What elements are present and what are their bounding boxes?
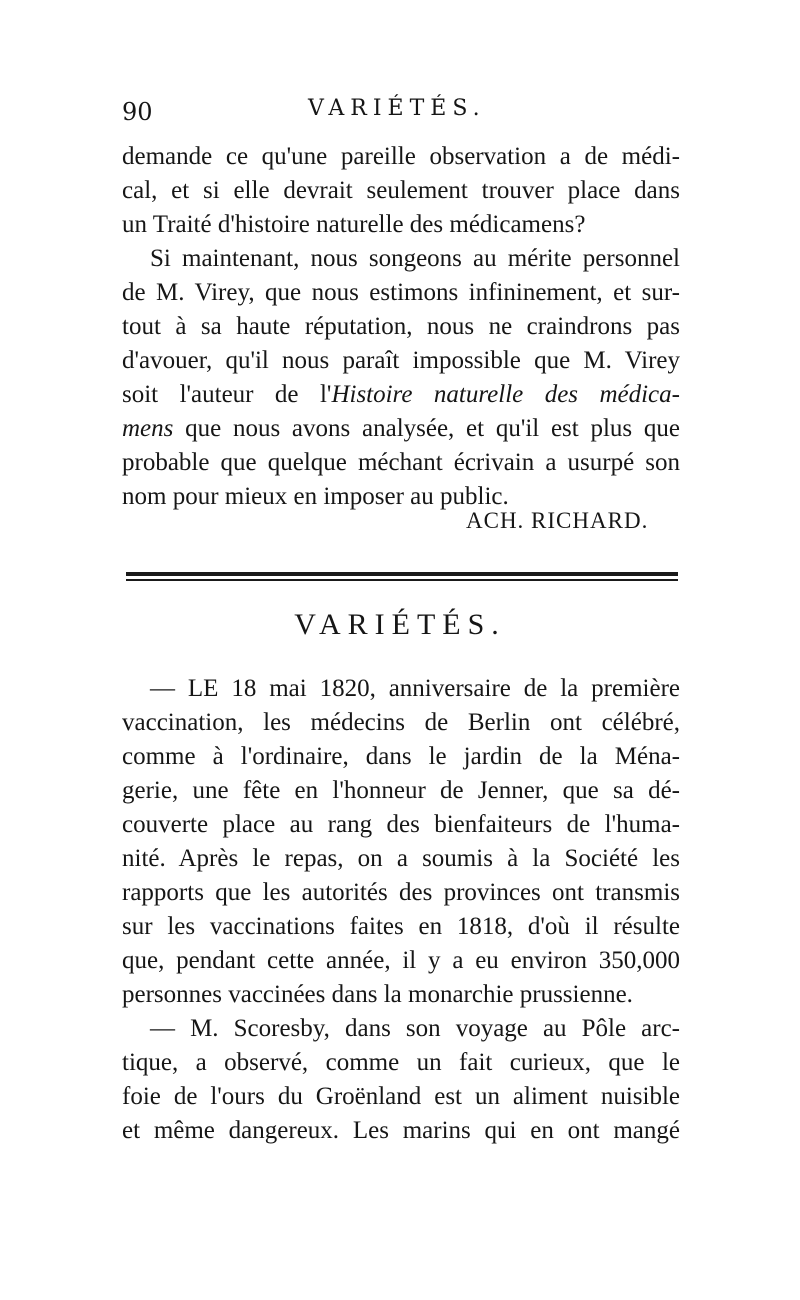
text-line: — M. Scoresby, dans son voyage au Pôle arc- — [150, 1015, 680, 1042]
text-line: rapports que les autorités des provinces ont transmis — [122, 879, 680, 906]
section-title: VARIÉTÉS. — [294, 608, 506, 641]
text-line: tout à sa haute réputation, nous ne craindrons pas — [122, 313, 680, 340]
text-line — [122, 378, 680, 412]
text-line: Si maintenant, nous songeons au mérite personnel — [150, 245, 680, 272]
text-line: de M. Virey, que nous estimons infininement, et sur- — [122, 279, 680, 306]
book-title-italic: mens — [122, 415, 174, 442]
book-title-italic: Histoire naturelle des médica- — [331, 381, 680, 408]
text-line: gerie, une fête en l'honneur de Jenner, que sa dé- — [122, 777, 680, 804]
text-line: — LE 18 mai 1820, anniversaire de la première — [150, 675, 680, 702]
page-header — [122, 96, 682, 136]
text-line: nom pour mieux en imposer au public. — [122, 483, 509, 510]
text-line: cal, et si elle devrait seulement trouver place dans — [122, 177, 680, 204]
text-line: couverte place au rang des bienfaiteurs de l'huma- — [122, 811, 680, 838]
text-line — [122, 412, 680, 446]
text-line: un Traité d'histoire naturelle des médicamens? — [122, 211, 586, 238]
text-line: probable que quelque méchant écrivain a usurpé son — [122, 449, 680, 476]
text-line: et même dangereux. Les marins qui en ont mangé — [122, 1117, 680, 1144]
divider-thin-rule — [126, 579, 678, 581]
text-line: personnes vaccinées dans la monarchie prussienne. — [122, 981, 633, 1008]
text-line: foie de l'ours du Groënland est un aliment nuisible — [122, 1083, 680, 1110]
text-line: comme à l'ordinaire, dans le jardin de la Ména- — [122, 743, 680, 770]
text-line: vaccination, les médecins de Berlin ont célébré, — [122, 709, 680, 736]
text-line: que, pendant cette année, il y a eu environ 350,000 — [122, 947, 680, 974]
text-line: tique, a observé, comme un fait curieux, que le — [122, 1049, 680, 1076]
divider-thick-rule — [126, 572, 678, 576]
text-line: demande ce qu'une pareille observation a de médi- — [122, 143, 680, 170]
section-divider — [126, 572, 678, 584]
author-signature: ACH. RICHARD. — [466, 508, 649, 533]
text-fragment: que nous avons analysée, et qu'il est plus que — [173, 415, 680, 442]
text-fragment: soit l'auteur de l' — [122, 381, 332, 408]
text-line: nité. Après le repas, on a soumis à la Société les — [122, 845, 680, 872]
page-number: 90 — [122, 98, 153, 126]
text-line: d'avouer, qu'il nous paraît impossible que M. Virey — [122, 347, 680, 374]
running-head: VARIÉTÉS. — [308, 96, 486, 121]
text-line: sur les vaccinations faites en 1818, d'où il résulte — [122, 913, 680, 940]
